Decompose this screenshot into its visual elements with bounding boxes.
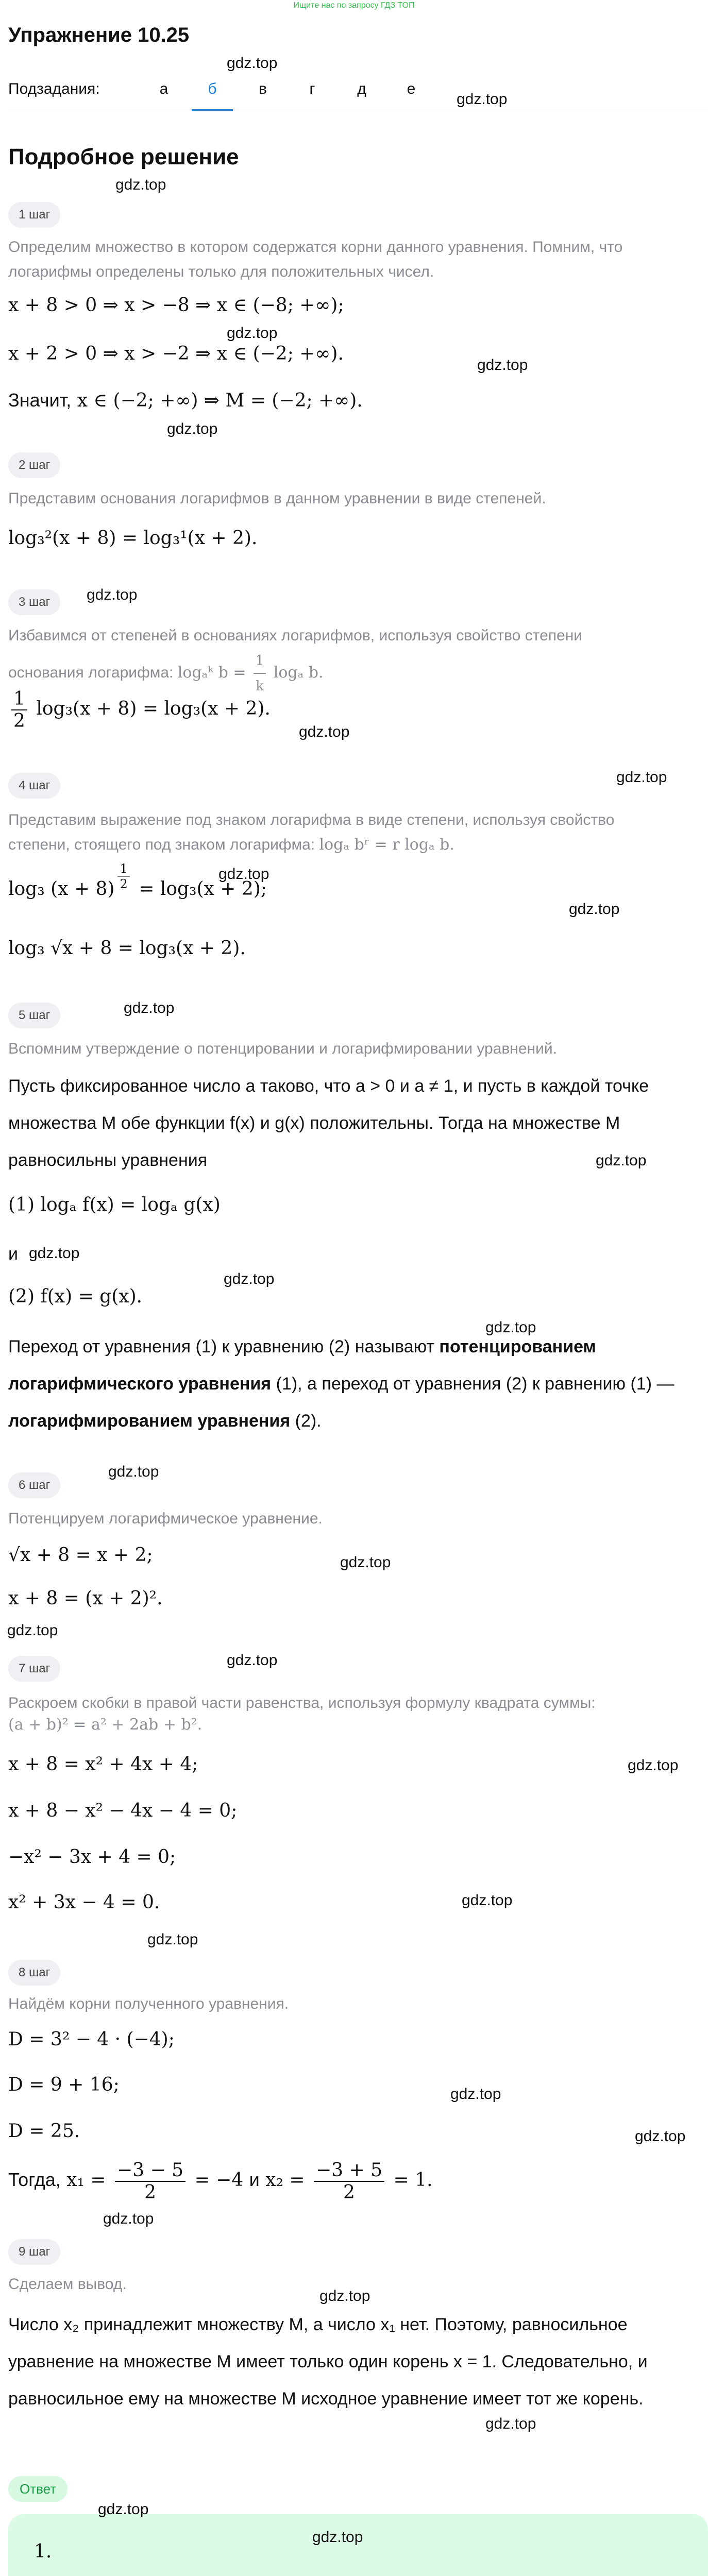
- step-3-prop-right: logₐ b.: [273, 663, 324, 682]
- step-7-line-1: x + 8 = x² + 4x + 4;: [8, 1754, 198, 1775]
- watermark: gdz.top: [7, 1622, 58, 1639]
- step-4-exponent: [117, 861, 129, 891]
- step-1-badge: 1 шаг: [8, 202, 60, 228]
- step-8-line-4: [8, 2160, 699, 2203]
- step-8-x2-fraction: [314, 2160, 384, 2203]
- tab-a[interactable]: а: [159, 80, 168, 97]
- step-5-eq-2: (2) f(x) = g(x).: [8, 1286, 143, 1307]
- step-8-x1-left: x₁ =: [66, 2170, 106, 2191]
- step-3-badge: 3 шаг: [8, 589, 60, 615]
- top-banner[interactable]: Ищите нас по запросу ГДЗ ТОП: [293, 1, 415, 10]
- step-4-exp-den: 2: [120, 877, 128, 891]
- step-1-line-1: x + 8 > 0 ⇒ x > −8 ⇒ x ∈ (−8; +∞);: [8, 295, 344, 316]
- step-7-line-3: −x² − 3x + 4 = 0;: [8, 1846, 176, 1868]
- watermark: gdz.top: [340, 1554, 391, 1571]
- watermark: gdz.top: [616, 769, 667, 786]
- step-9-desc: Сделаем вывод.: [8, 2276, 127, 2293]
- step-4-prop: logₐ bʳ = r logₐ b.: [319, 836, 454, 854]
- step-4-line-2: log₃ √x + 8 = log₃(x + 2).: [8, 938, 246, 959]
- step-2-line-1: log₃²(x + 8) = log₃¹(x + 2).: [8, 528, 258, 549]
- step-4-desc-2-text: степени, стоящего под знаком логарифма:: [8, 836, 315, 853]
- watermark: gdz.top: [477, 357, 528, 374]
- step-9-badge: 9 шаг: [8, 2239, 60, 2265]
- watermark: gdz.top: [450, 2086, 501, 2103]
- watermark: gdz.top: [462, 1892, 513, 1909]
- watermark: gdz.top: [224, 1270, 275, 1287]
- step-5-and: и: [8, 1244, 18, 1264]
- step-8-line-3: D = 25.: [8, 2121, 80, 2142]
- step-3-line-1: [8, 688, 699, 732]
- subtasks-bar: [8, 72, 708, 111]
- step-4-exp-num: 1: [117, 861, 129, 877]
- watermark: gdz.top: [569, 901, 620, 918]
- step-2-badge: 2 шаг: [8, 452, 60, 478]
- section-title: Подробное решение: [8, 144, 239, 170]
- step-1-line-3: [8, 389, 699, 411]
- step-8-and: и: [249, 2169, 260, 2190]
- step-4-badge: 4 шаг: [8, 773, 60, 799]
- step-7-line-2: x + 8 − x² − 4x − 4 = 0;: [8, 1800, 238, 1821]
- watermark: gdz.top: [218, 866, 269, 883]
- watermark: gdz.top: [299, 723, 350, 740]
- step-5-p2-d: логарифмированием уравнения: [8, 1411, 291, 1431]
- tab-e[interactable]: е: [407, 80, 416, 97]
- watermark: gdz.top: [227, 1652, 278, 1669]
- watermark: gdz.top: [103, 2210, 154, 2227]
- step-5-eq-1: (1) logₐ f(x) = logₐ g(x): [8, 1194, 221, 1215]
- step-5-p2-c: (1), а переход от уравнения (2) к равнению (1) —: [276, 1374, 675, 1394]
- step-4-desc-1: Представим выражение под знаком логарифма в виде степени, используя свойство: [8, 811, 615, 828]
- step-5-paragraph-2: [8, 1328, 699, 1439]
- step-3-fraction: [11, 688, 27, 732]
- step-3-frac-den: 2: [13, 710, 25, 732]
- subtasks-label: Подзадания:: [8, 80, 100, 97]
- step-3-prop-den: k: [256, 679, 264, 694]
- answer-badge: Ответ: [8, 2476, 68, 2502]
- watermark: gdz.top: [319, 2287, 370, 2304]
- watermark: gdz.top: [635, 2128, 686, 2145]
- step-7-desc-2: (a + b)² = a² + 2ab + b².: [8, 1716, 203, 1734]
- step-8-x2-num: −3 + 5: [314, 2160, 384, 2182]
- step-8-line-4-text: Тогда,: [8, 2169, 61, 2190]
- watermark: gdz.top: [167, 420, 218, 437]
- step-6-desc: Потенцируем логарифмическое уравнение.: [8, 1510, 323, 1527]
- step-1-desc: Определим множество в котором содержатся корни данного уравнения. Помним, что логарифмы определены только для положительных чисел.: [8, 239, 623, 280]
- step-5-p2-b: потенцированием логарифмического уравнения: [8, 1337, 596, 1394]
- step-3-prop-num: 1: [254, 648, 266, 674]
- step-9-paragraph: Число x₂ принадлежит множеству M, а число x₁ нет. Поэтому, равносильное уравнение на множестве M имеет только один корень x = 1. Следовательно, и равносильное ему на множестве M исходное уравнение имеет тот же корень.: [8, 2315, 648, 2409]
- step-1-line-2: x + 2 > 0 ⇒ x > −2 ⇒ x ∈ (−2; +∞).: [8, 343, 344, 364]
- step-3-frac-num: 1: [11, 688, 27, 710]
- step-8-x2-right: = 1.: [393, 2170, 433, 2191]
- step-3-prop-left: logₐᵏ b =: [177, 663, 246, 682]
- step-4-line-1-right: = log₃(x + 2);: [139, 878, 267, 900]
- step-5-p2-e: (2).: [295, 1411, 322, 1431]
- step-5-desc: Вспомним утверждение о потенцировании и логарифмировании уравнений.: [8, 1040, 557, 1057]
- watermark: gdz.top: [124, 999, 175, 1016]
- tab-d[interactable]: д: [357, 80, 366, 97]
- watermark: gdz.top: [29, 1245, 80, 1262]
- step-8-x1-fraction: [115, 2160, 186, 2203]
- watermark: gdz.top: [628, 1757, 679, 1774]
- step-6-line-1: √x + 8 = x + 2;: [8, 1545, 153, 1566]
- step-3-desc-1: Избавимся от степеней в основаниях логарифмов, используя свойство степени: [8, 627, 583, 644]
- watermark: gdz.top: [227, 325, 278, 342]
- watermark: gdz.top: [457, 91, 508, 108]
- step-8-x1-right: = −4: [194, 2170, 244, 2191]
- answer-value: 1.: [34, 2541, 52, 2562]
- step-8-x2-den: 2: [343, 2182, 355, 2203]
- step-4-line-1-left: log₃ (x + 8): [8, 878, 115, 900]
- step-8-x2-left: x₂ =: [265, 2170, 305, 2191]
- tab-v[interactable]: в: [259, 80, 267, 97]
- step-8-line-2: D = 9 + 16;: [8, 2074, 120, 2095]
- step-5-badge: 5 шаг: [8, 1003, 60, 1028]
- step-5-paragraph-1: Пусть фиксированное число a таково, что a > 0 и a ≠ 1, и пусть в каждой точке множества M обе функции f(x) и g(x) положительны. Тогда на множестве M равносильны уравнения: [8, 1076, 649, 1170]
- watermark: gdz.top: [312, 2529, 363, 2546]
- step-1-line-3-text: Значит,: [8, 389, 72, 411]
- step-3-line-1-math: log₃(x + 8) = log₃(x + 2).: [36, 698, 271, 719]
- step-4-line-1: [8, 861, 699, 900]
- watermark: gdz.top: [115, 176, 166, 193]
- watermark: gdz.top: [596, 1152, 647, 1169]
- step-2-desc: Представим основания логарифмов в данном уравнении в виде степеней.: [8, 490, 546, 507]
- step-6-badge: 6 шаг: [8, 1472, 60, 1498]
- tab-b[interactable]: б: [192, 80, 233, 111]
- step-1-line-3-math: x ∈ (−2; +∞) ⇒ M = (−2; +∞).: [77, 390, 363, 411]
- step-8-x1-den: 2: [144, 2182, 156, 2203]
- page-title: Упражнение 10.25: [8, 24, 190, 46]
- watermark: gdz.top: [108, 1463, 159, 1480]
- watermark: gdz.top: [485, 1319, 536, 1336]
- step-8-desc: Найдём корни полученного уравнения.: [8, 1995, 289, 2012]
- watermark: gdz.top: [485, 2415, 536, 2432]
- step-8-badge: 8 шаг: [8, 1960, 60, 1986]
- step-8-line-1: D = 3² − 4 · (−4);: [8, 2029, 175, 2050]
- tab-g[interactable]: г: [309, 80, 315, 97]
- step-8-x1-num: −3 − 5: [115, 2160, 186, 2182]
- watermark: gdz.top: [227, 55, 278, 72]
- watermark: gdz.top: [98, 2501, 149, 2518]
- step-5-p2-a: Переход от уравнения (1) к уравнению (2) называют: [8, 1337, 434, 1357]
- step-6-line-2: x + 8 = (x + 2)².: [8, 1588, 163, 1609]
- step-3-desc-2-text: основания логарифма:: [8, 664, 174, 681]
- step-7-badge: 7 шаг: [8, 1656, 60, 1682]
- step-4-desc-2: [8, 833, 694, 857]
- step-7-desc-1: Раскроем скобки в правой части равенства, используя формулу квадрата суммы:: [8, 1694, 596, 1711]
- step-7-line-4: x² + 3x − 4 = 0.: [8, 1892, 160, 1913]
- watermark: gdz.top: [147, 1931, 198, 1948]
- watermark: gdz.top: [87, 586, 138, 603]
